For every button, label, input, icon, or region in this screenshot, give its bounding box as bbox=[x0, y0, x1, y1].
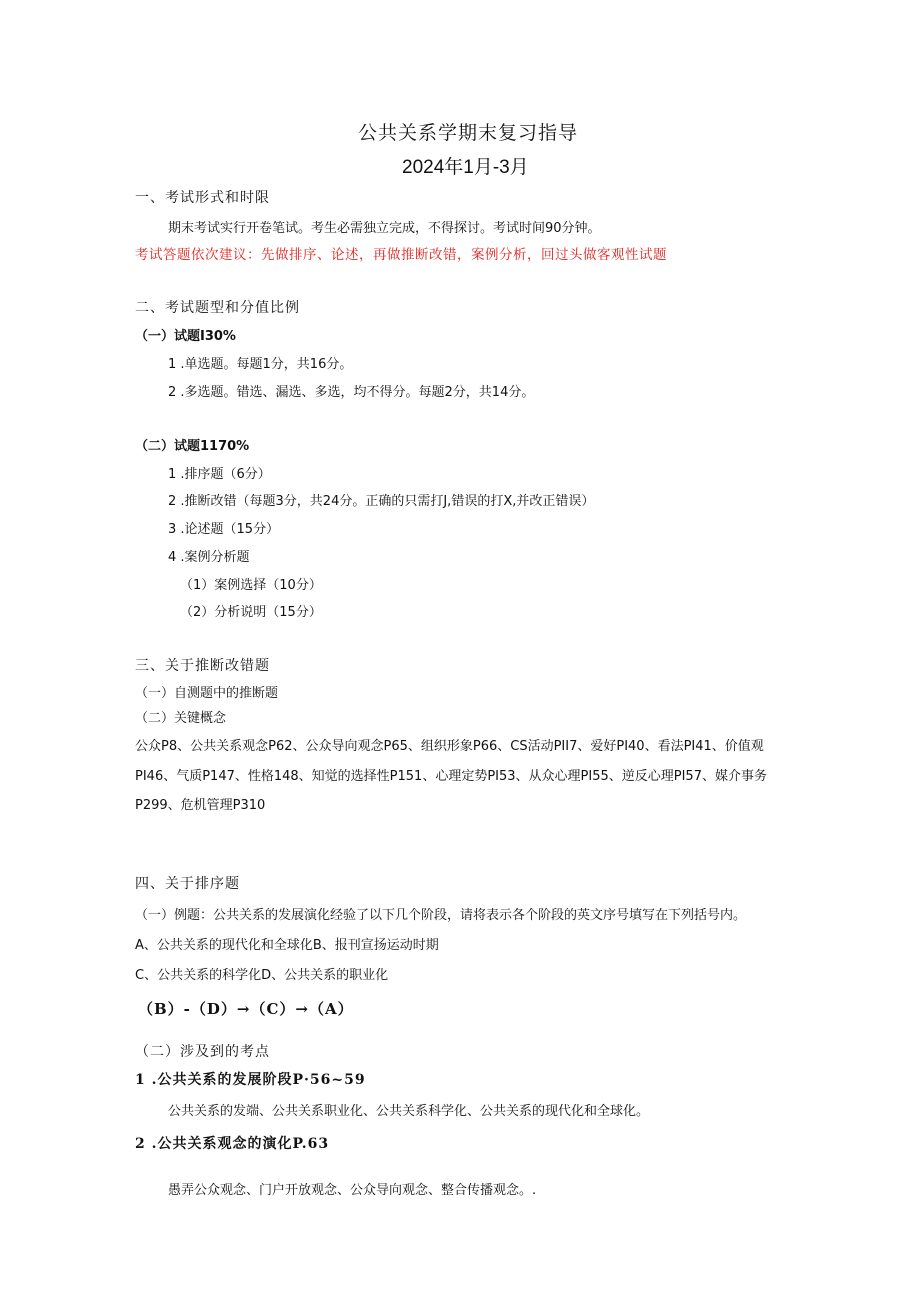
point-2-title: 2 .公共关系观念的演化P.63 bbox=[135, 1136, 330, 1152]
part-1-title: （一）试题I30% bbox=[135, 329, 236, 344]
section-3-sub-2: （二）关键概念 bbox=[135, 711, 227, 726]
point-1-body: 公共关系的发端、公共关系职业化、公共关系科学化、公共关系的现代化和全球化。 bbox=[168, 1104, 650, 1119]
sorting-example: （一）例题：公共关系的发展演化经验了以下几个阶段，请将表示各个阶段的英文序号填写在下列括号内。 bbox=[135, 908, 747, 923]
section-2-heading: 二、考试题型和分值比例 bbox=[135, 300, 300, 316]
section-3-heading: 三、关于推断改错题 bbox=[135, 658, 270, 674]
part-2-item: 4 .案例分析题 bbox=[168, 550, 250, 565]
concept-line: P299、危机管理P310 bbox=[135, 798, 266, 813]
part-2-item: 3 .论述题（15分） bbox=[168, 522, 280, 537]
part-2-item: 1 .排序题（6分） bbox=[168, 467, 271, 482]
exam-points-heading: （二）涉及到的考点 bbox=[135, 1044, 270, 1060]
part-1-item: 1 .单选题。每题1分，共16分。 bbox=[168, 357, 353, 372]
part-2-subitem: （2）分析说明（15分） bbox=[180, 605, 322, 620]
sorting-options: C、公共关系的科学化D、公共关系的职业化 bbox=[135, 968, 389, 983]
part-1-item: 2 .多选题。错选、漏选、多选，均不得分。每题2分，共14分。 bbox=[168, 385, 535, 400]
part-2-title: （二）试题1170% bbox=[135, 439, 250, 454]
section-4-heading: 四、关于排序题 bbox=[135, 876, 240, 892]
section-3-sub-1: （一）自测题中的推断题 bbox=[135, 686, 279, 701]
section-1-body: 期末考试实行开卷笔试。考生必需独立完成，不得探讨。考试时间90分钟。 bbox=[168, 221, 601, 236]
document-subtitle: 2024年1月-3月 bbox=[402, 157, 529, 178]
document-title: 公共关系学期末复习指导 bbox=[358, 122, 579, 144]
concept-line: 公众P8、公共关系观念P62、公众导向观念P65、组织形象P66、CS活动PII7、爱好PI40、看法PI41、价值观 bbox=[135, 739, 764, 754]
part-2-subitem: （1）案例选择（10分） bbox=[180, 578, 322, 593]
part-2-item: 2 .推断改错（每题3分，共24分。正确的只需打J,错误的打X,并改正错误） bbox=[168, 494, 595, 509]
sorting-options: A、公共关系的现代化和全球化B、报刊宣扬运动时期 bbox=[135, 938, 439, 953]
concept-line: PI46、气质P147、性格148、知觉的选择性P151、心理定势PI53、从众心理PI55、逆反心理PI57、媒介事务 bbox=[135, 769, 767, 784]
exam-answer-tip: 考试答题依次建议：先做排序、论述，再做推断改错，案例分析，回过头做客观性试题 bbox=[135, 247, 667, 263]
point-2-body: 愚弄公众观念、门户开放观念、公众导向观念、整合传播观念。. bbox=[168, 1183, 537, 1198]
point-1-title: 1 .公共关系的发展阶段P·56~59 bbox=[135, 1072, 366, 1088]
section-1-heading: 一、考试形式和时限 bbox=[135, 190, 270, 206]
sorting-answer: （B）-（D）→（C）→（A） bbox=[138, 1000, 354, 1018]
